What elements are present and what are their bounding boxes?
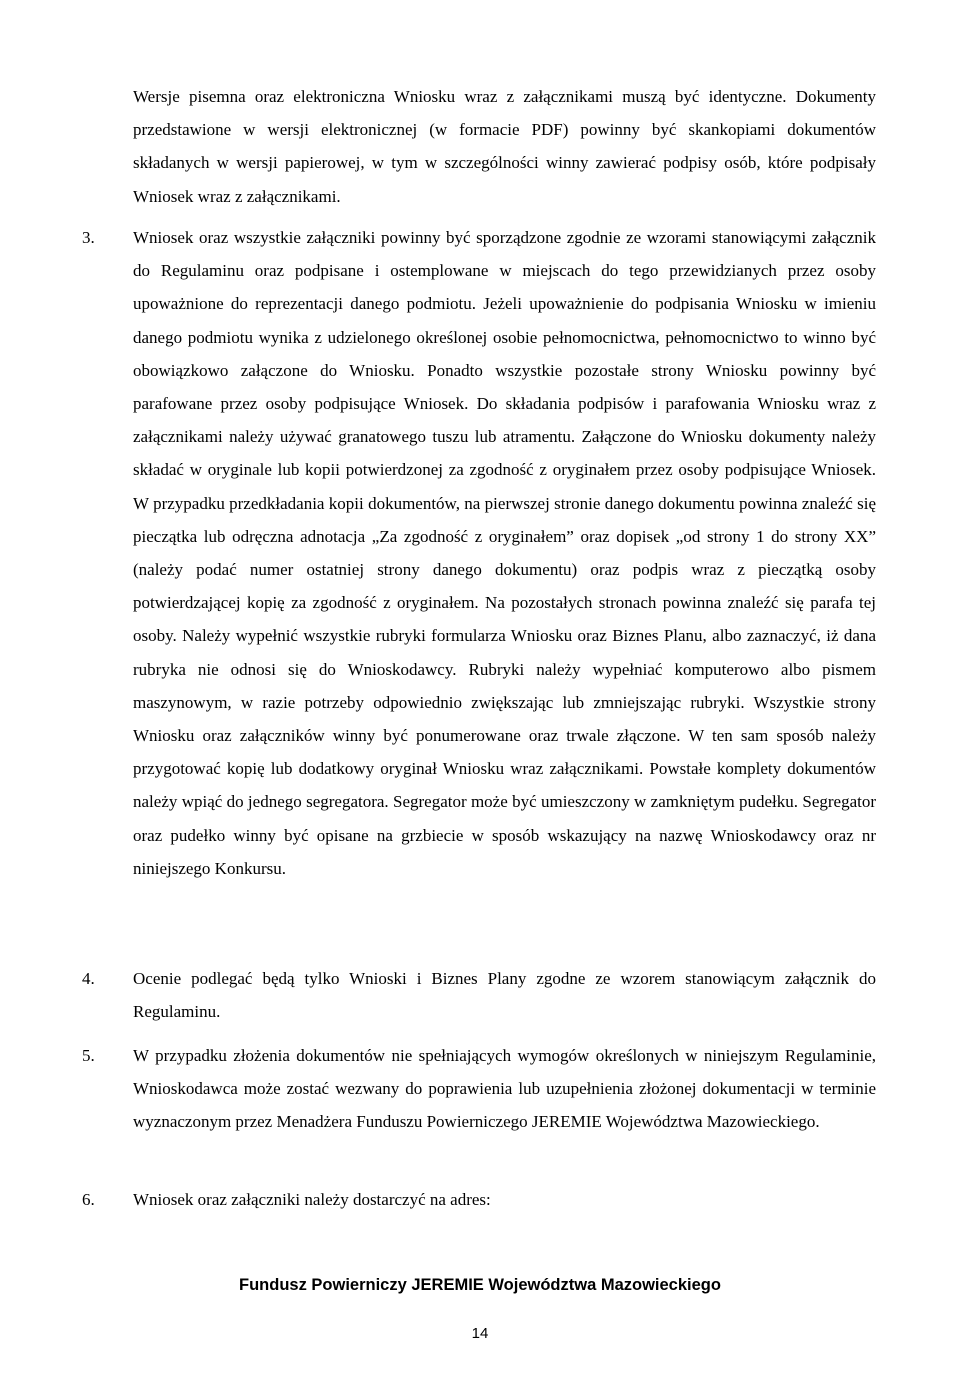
item-5-text: W przypadku złożenia dokumentów nie spełniających wymogów określonych w niniejszym Regulaminie, Wnioskodawca może zostać wezwany do poprawienia lub uzupełnienia złożonej dokumentacji w terminie wyznaczonym przez Menadżera Funduszu Powierniczego JEREMIE Województwa Mazowieckiego. bbox=[133, 1046, 876, 1132]
item-5-number: 5. bbox=[82, 1046, 95, 1065]
item-3-text: Wniosek oraz wszystkie załączniki powinny być sporządzone zgodnie ze wzorami stanowiącymi załącznik do Regulaminu oraz podpisane i ostemplowane w miejscach do tego przewidzianych przez osoby upoważnione do reprezentacji danego podmiotu. Jeżeli upoważnienie do podpisania Wniosku w imieniu danego podmiotu wynika z udzielonego określonej osobie pełnomocnictwa, pełnomocnictwo to winno być obowiązkowo załączone do Wniosku. Ponadto wszystkie pozostałe strony Wniosku powinny być parafowane przez osoby podpisujące Wniosek. Do składania podpisów i parafowania Wniosku wraz z załącznikami należy używać granatowego tuszu lub atramentu. Załączone do Wniosku dokumenty należy składać w oryginale lub kopii potwierdzonej za zgodność z oryginałem przez osoby podpisujące Wniosek. W przypadku przedkładania kopii dokumentów, na pierwszej stronie danego dokumentu powinna znaleźć się pieczątka lub odręczna adnotacja „Za zgodność z oryginałem” oraz dopisek „od strony 1 do strony XX” (należy podać numer ostatniej strony danego dokumentu) oraz podpis wraz z pieczątką osoby potwierdzającej kopię za zgodność z oryginałem. Na pozostałych stronach powinna znaleźć się parafa tej osoby. Należy wypełnić wszystkie rubryki formularza Wniosku oraz Biznes Planu, albo zaznaczyć, iż dana rubryka nie odnosi się do Wnioskodawcy. Rubryki należy wypełniać komputerowo albo pismem maszynowym, w razie potrzeby odpowiednio zwiększając lub zmniejszając rubryki. Wszystkie strony Wniosku oraz załączników winny być ponumerowane oraz trwale złączone. W ten sam sposób należy przygotować kopię lub dodatkowy oryginał Wniosku wraz załącznikami. Powstałe komplety dokumentów należy wpiąć do jednego segregatora. Segregator może być umieszczony w zamkniętym pudełku. Segregator oraz pudełko winny być opisane na grzbiecie w sposób wskazujący na nazwę Wnioskodawcy oraz nr niniejszego Konkursu. bbox=[133, 228, 876, 878]
item-4-text: Ocenie podlegać będą tylko Wnioski i Biznes Plany zgodne ze wzorem stanowiącym załącznik do Regulaminu. bbox=[133, 969, 876, 1022]
item-6-number: 6. bbox=[82, 1190, 95, 1209]
item-6-text: Wniosek oraz załączniki należy dostarczyć na adres: bbox=[133, 1190, 491, 1209]
intro-paragraph: Wersje pisemna oraz elektroniczna Wniosku wraz z załącznikami muszą być identyczne. Dokumenty przedstawione w wersji elektronicznej (w formacie PDF) powinny być skankopiami dokumentów składanych w wersji papierowej, w tym w szczególności winny zawierać podpisy osób, które podpisały Wniosek wraz z załącznikami. bbox=[133, 87, 876, 206]
address-title: Fundusz Powierniczy JEREMIE Województwa Mazowieckiego bbox=[239, 1276, 721, 1294]
page-number: 14 bbox=[471, 1325, 489, 1342]
item-4-number: 4. bbox=[82, 969, 95, 988]
item-3-number: 3. bbox=[82, 228, 95, 247]
